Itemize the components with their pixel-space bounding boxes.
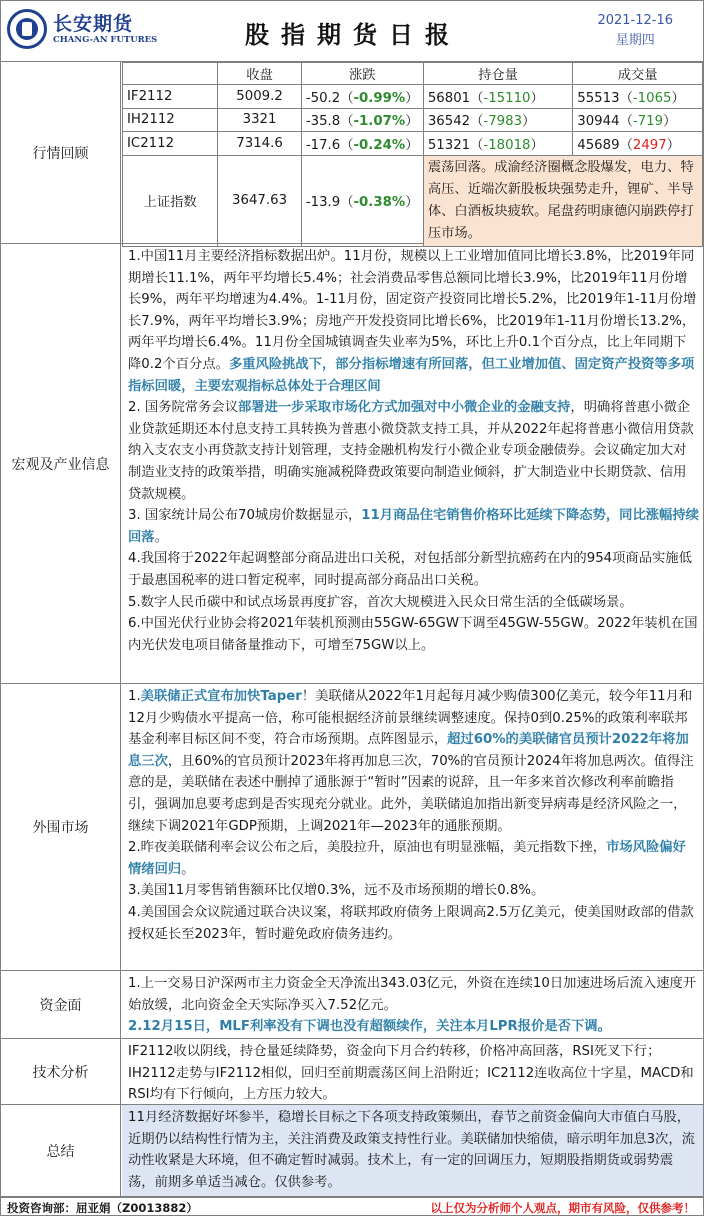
macro-section (0, 244, 704, 684)
close-price: 5009.2 (218, 85, 302, 109)
contract-name: IF2112 (123, 85, 218, 109)
report-header (0, 0, 704, 62)
macro-label: 宏观及产业信息 (1, 244, 121, 683)
overseas-label: 外围市场 (1, 684, 121, 970)
table-header-row (123, 63, 703, 85)
overseas-item-3: 3.美国11月零售销售额环比仅增0.3%，远不及市场预期的增长0.8%。 (128, 883, 545, 899)
market-table (122, 62, 703, 247)
macro-item-5: 5.数字人民币碳中和试点场景再度扩容，首次大规模进入民众日常生活的全低碳场景。 (128, 594, 633, 610)
close-price: 7314.6 (218, 132, 302, 156)
index-close: 3647.63 (218, 155, 302, 246)
open-interest: 36542（-7983） (423, 108, 572, 132)
technical-label: 技术分析 (1, 1039, 121, 1104)
volume: 45689（2497） (573, 132, 703, 156)
market-comment: 震荡回落。成渝经济圈概念股爆发，电力、特高压、近端次新股板块强势走升，锂矿、半导体、白酒板块疲软。尾盘药明康德闪崩跌停打压市场。 (423, 155, 702, 246)
overseas-content (122, 684, 703, 970)
open-interest: 51321（-18018） (423, 132, 572, 156)
contract-name: IC2112 (123, 132, 218, 156)
index-name: 上证指数 (123, 155, 218, 246)
overseas-section (0, 684, 704, 971)
report-date-block (597, 11, 673, 51)
macro-item-2: 2. 国务院常务会议部署进一步采取市场化方式加强对中小微企业的金融支持，明确将普惠小微企业贷款延期还本付息支持工具转换为普惠小微贷款支持工具，并从2022年起将普惠小微信用贷款纳入支农支小再贷款支持计划管理，支持金融机构发行小微企业专项金融债券。会议确定加大对制造业支持的政策举措，明确实施减税降费政策要向制造业倾斜，扩大制造业中长期贷款、信用贷款规模。 (128, 400, 694, 502)
technical-content (122, 1039, 703, 1104)
contract-name: IH2112 (123, 108, 218, 132)
market-review-section (0, 62, 704, 244)
macro-item-3: 3. 国家统计局公布70城房价数据显示，11月商品住宅销售价格环比延续下降态势，同比涨幅持续回落。 (128, 508, 699, 545)
price-change: -17.6（-0.24%） (301, 132, 423, 156)
analyst-credit: 投资咨询部：屈亚娟（Z0013882） (7, 1201, 198, 1215)
table-row (123, 85, 703, 109)
volume: 55513（-1065） (573, 85, 703, 109)
funds-content (122, 971, 703, 1038)
funds-label: 资金面 (1, 971, 121, 1038)
col-header-change: 涨跌 (301, 63, 423, 85)
index-change: -13.9（-0.38%） (301, 155, 423, 246)
table-row (123, 132, 703, 156)
market-review-label: 行情回顾 (1, 62, 121, 243)
report-date: 2021-12-16 (597, 13, 673, 28)
report-footer (0, 1197, 704, 1216)
funds-item-1: 1.上一交易日沪深两市主力资金全天净流出343.03亿元，外资在连续10日加速进场后流入速度开始放缓，北向资金全天实际净买入7.52亿元。 (128, 976, 697, 1013)
col-header-name (123, 63, 218, 85)
close-price: 3321 (218, 108, 302, 132)
macro-item-1: 1.中国11月主要经济指标数据出炉。11月份，规模以上工业增加值同比增长3.8%，比2019年同期增长11.1%，两年平均增长5.4%；社会消费品零售总额同比增长3.9%，比2019年11月份增长9%，两年平均增速为4.4%。1-11月份，固定资产投资同比增长5.2%，比2019年1-11月份增长7.9%，两年平均增长3.9%；房地产开发投资同比增长6%，比2019年1-11月份增长13.2%，两年平均增长6.4%。11月份全国城镇调查失业率为5%，环比上升0.1个百分点，比上年同期下降0.2个百分点。多重风险挑战下，部分指标增速有所回落，但工业增加值、固定资产投资等多项指标回暖，主要宏观指标总体处于合理区间 (128, 249, 697, 394)
logo-cn: 长安期货 (53, 13, 134, 35)
funds-section (0, 971, 704, 1039)
summary-label: 总结 (1, 1105, 121, 1196)
open-interest: 56801（-15110） (423, 85, 572, 109)
report-title: 股指期货日报 (245, 21, 461, 49)
technical-section (0, 1039, 704, 1105)
col-header-oi: 持仓量 (423, 63, 572, 85)
macro-item-4: 4.我国将于2022年起调整部分商品进出口关税，对包括部分新型抗癌药在内的954项商品实施低于最惠国税率的进口暂定税率，同时提高部分商品出口关税。 (128, 551, 692, 588)
col-header-close: 收盘 (218, 63, 302, 85)
table-row (123, 108, 703, 132)
summary-section (0, 1105, 704, 1197)
summary-content (122, 1105, 703, 1196)
col-header-volume: 成交量 (573, 63, 703, 85)
volume: 30944（-719） (573, 108, 703, 132)
technical-text: IF2112收以阴线，持仓量延续降势，资金向下月合约转移，价格冲高回落，RSI死叉下行；IH2112走势与IF2112相似，回归至前期震荡区间上沿附近；IC2112连收高位十字星，MACD和RSI均有下行倾向，上方压力较大。 (128, 1044, 694, 1103)
logo-en: CHANG-AN FUTURES (53, 35, 158, 45)
report-weekday: 星期四 (615, 33, 655, 48)
funds-item-2: 2.12月15日，MLF利率没有下调也没有超额续作，关注本月LPR报价是否下调。 (128, 1019, 611, 1035)
overseas-item-2: 2.昨夜美联储利率会议公布之后，美股拉升，原油也有明显涨幅，美元指数下挫，市场风险偏好情绪回归。 (128, 840, 686, 877)
macro-item-6: 6.中国光伏行业协会将2021年装机预测由55GW-65GW下调至45GW-55GW。2022年装机在国内光伏发电项目储备量推动下，可增至75GW以上。 (128, 616, 698, 653)
overseas-item-1: 1.美联储正式宣布加快Taper！美联储从2022年1月起每月减少购债300亿美元，较今年11月和12月少购债水平提高一倍，称可能根据经济前景继续调整速度。保持0到0.25%的政策利率联邦基金利率目标区间不变，符合市场预期。点阵图显示，超过60%的美联储官员预计2022年将加息三次，且60%的官员预计2023年将再加息三次，70%的官员预计2024年将加息两次。值得注意的是，美联储在表述中删掉了通胀源于“暂时”因素的说辞，且一年多来首次修改利率前瞻指引，强调加息要考虑到是否实现充分就业。此外，美联储追加指出新变异病毒是经济风险之一，继续下调2021年GDP预期，上调2021年—2023年的通胀预期。 (128, 689, 694, 834)
disclaimer: 以上仅为分析师个人观点，期市有风险，仅供参考！ (430, 1201, 695, 1215)
price-change: -50.2（-0.99%） (301, 85, 423, 109)
summary-text: 11月经济数据好坏参半，稳增长目标之下各项支持政策频出，春节之前资金偏向大市值白马股，近期仍以结构性行情为主，关注消费及政策支持性行业。美联储加快缩债，暗示明年加息3次，流动性收紧是大环境，但不确定暂时减弱。技术上，有一定的回调压力，短期股指期货或弱势震荡，前期多单适当减仓。仅供参考。 (128, 1110, 695, 1190)
macro-content (122, 244, 703, 683)
price-change: -35.8（-1.07%） (301, 108, 423, 132)
overseas-item-4: 4.美国国会众议院通过联合决议案，将联邦政府债务上限调高2.5万亿美元，使美国财政部的借款授权延长至2023年，暂时避免政府债务违约。 (128, 904, 694, 942)
table-row-index (123, 155, 703, 246)
